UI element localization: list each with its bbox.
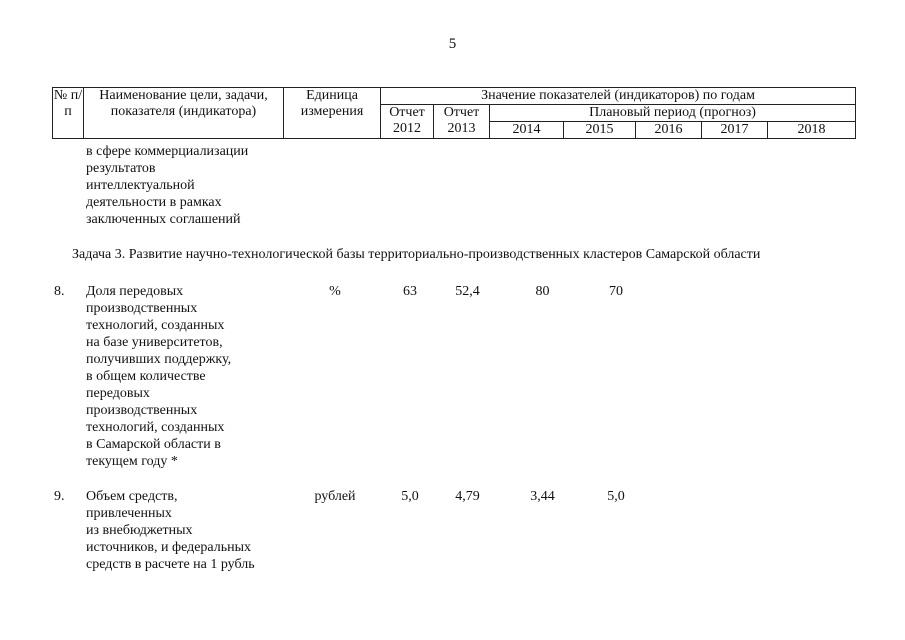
text-line: производственных: [86, 301, 198, 316]
text-line: в общем количестве: [86, 369, 206, 384]
text-line: деятельности в рамках: [86, 195, 222, 210]
row-name: [86, 283, 286, 470]
row-unit: %: [329, 284, 341, 299]
year-2016: 2016: [636, 122, 702, 139]
header-name: Наименование цели, задачи, показателя (индикатора): [84, 88, 284, 139]
header-report-2013: [434, 105, 490, 139]
text-line: текущем году *: [86, 454, 178, 469]
year-2013: 2013: [447, 121, 476, 136]
header-num: № п/п: [53, 88, 84, 139]
text-line: интеллектуальной: [86, 178, 195, 193]
value-2015: 70: [609, 284, 623, 299]
text-line: на базе университетов,: [86, 335, 223, 350]
text-line: результатов: [86, 161, 156, 176]
text-line: технологий, созданных: [86, 420, 225, 435]
text-line: Объем средств,: [86, 489, 178, 504]
year-2018: 2018: [768, 122, 856, 139]
text-line: привлеченных: [86, 506, 172, 521]
row-unit: рублей: [314, 489, 356, 504]
header-values-group: Значение показателей (индикаторов) по годам: [381, 88, 856, 105]
year-2012: 2012: [393, 121, 421, 136]
text-line: технологий, созданных: [86, 318, 225, 333]
header-table: [52, 87, 856, 139]
header-report-2012: [381, 105, 434, 139]
report-label: Отчет: [389, 105, 425, 120]
value-2014: 80: [535, 284, 550, 299]
header-unit: Единица измерения: [284, 88, 381, 139]
row-number: 8.: [54, 284, 65, 299]
text-line: в сфере коммерциализации: [86, 144, 249, 159]
continuation-text: [86, 143, 248, 228]
value-2015: 5,0: [607, 489, 625, 504]
text-line: передовых: [86, 386, 150, 401]
value-2014: 3,44: [530, 489, 555, 504]
text-line: получивших поддержку,: [86, 352, 232, 367]
value-2012: 63: [403, 284, 417, 299]
row-number: 9.: [54, 489, 65, 504]
text-line: производственных: [86, 403, 198, 418]
row-name: [86, 488, 286, 573]
year-2017: 2017: [702, 122, 768, 139]
report-label: Отчет: [443, 105, 480, 120]
text-line: источников, и федеральных: [86, 540, 252, 555]
year-2015: 2015: [564, 122, 636, 139]
task-heading: Задача 3. Развитие научно-технологической базы территориально-производственных кластеров Самарской области: [72, 247, 761, 262]
text-line: в Самарской области в: [86, 437, 221, 452]
value-2013: 52,4: [455, 284, 480, 299]
text-line: заключенных соглашений: [86, 212, 241, 227]
year-2014: 2014: [490, 122, 564, 139]
text-line: средств в расчете на 1 рубль: [86, 557, 255, 572]
value-2013: 4,79: [455, 489, 480, 504]
header-plan-period: Плановый период (прогноз): [490, 105, 856, 122]
text-line: из внебюджетных: [86, 523, 193, 538]
text-line: Доля передовых: [86, 284, 184, 299]
page-number: 5: [448, 36, 457, 52]
value-2012: 5,0: [401, 489, 419, 504]
